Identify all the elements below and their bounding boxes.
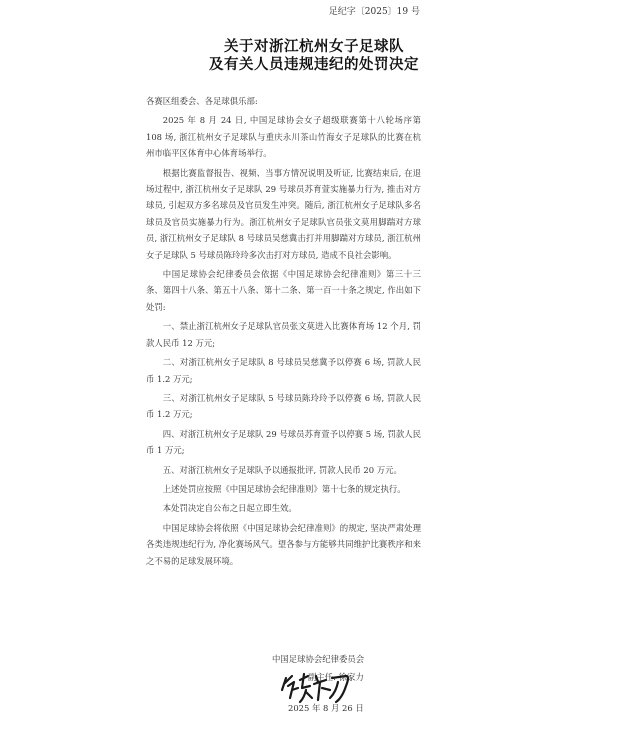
document-number: 足纪字〔2025〕19 号 [328, 7, 420, 17]
issuing-organization: 中国足球协会纪律委员会 [272, 654, 365, 664]
closing-execution: 上述处罚应按照《中国足球协会纪律准则》第十七条的规定执行。 [162, 483, 406, 494]
paragraph-incident: 根据比赛监督报告、视频、当事方情况说明及听证, 比赛结束后, 在退场过程中, 浙江杭州女子足球队 29 号球员苏育萱实施暴力行为, 推击对方球员, 引起双方多名球员及官员发生冲突。随后, 浙江杭州女子足球队多名球员及官员实施暴力行为。浙江杭州女子足球队官员张文莫用脚踹对方球员, 浙江杭州女子足球队 8 号球员吴慈冀击打并用脚踹对方球员, 浙江杭州女子足球队 5 号球员陈玲玲多次击打对方球员, 造成不良社会影响。 [146, 167, 421, 260]
paragraph-basis: 中国足球协会纪律委员会依据《中国足球协会纪律准则》第三十三条、第四十八条、第五十八条、第十二条、第一百一十条之规定, 作出如下处罚: [146, 269, 421, 312]
penalty-item-4: 四、对浙江杭州女子足球队 29 号球员苏育萱予以停赛 5 场, 罚款人民币 1 万元; [146, 428, 421, 456]
penalty-item-1: 一、禁止浙江杭州女子足球队官员张文莫进入比赛体育场 12 个月, 罚款人民币 12 万元; [146, 321, 421, 348]
salutation: 各赛区组委会、各足球俱乐部: [146, 96, 258, 106]
closing-effective: 本处罚决定自公布之日起立即生效。 [162, 503, 297, 514]
penalty-item-3: 三、对浙江杭州女子足球队 5 号球员陈玲玲予以停赛 6 场, 罚款人民币 1.2 万元; [146, 392, 421, 420]
penalty-item-2: 二、对浙江杭州女子足球队 8 号球员吴慈冀予以停赛 6 场, 罚款人民币 1.2 万元; [146, 357, 421, 384]
document-body [146, 93, 421, 572]
deputy-director: 副主任: 徐家力 [308, 672, 364, 682]
penalty-item-5: 五、对浙江杭州女子足球队予以通报批评, 罚款人民币 20 万元。 [162, 464, 402, 475]
document-title-line-1: 关于对浙江杭州女子足球队 [224, 39, 404, 55]
document-title-line-2: 及有关人员违规违纪的处罚决定 [209, 57, 419, 73]
paragraph-match-info: 2025 年 8 月 24 日, 中国足球协会女子超级联赛第十八轮场序第 108 场, 浙江杭州女子足球队与重庆永川茶山竹海女子足球队的比赛在杭州市临平区体育中心体育场举行。 [146, 115, 421, 159]
issue-date: 2025 年 8 月 26 日 [288, 703, 364, 713]
closing-statement: 中国足球协会将依照《中国足球协会纪律准则》的规定, 坚决严肃处理各类违规违纪行为, 净化赛场风气。望各参与方能够共同维护比赛秩序和来之不易的足球发展环境。 [146, 522, 421, 566]
